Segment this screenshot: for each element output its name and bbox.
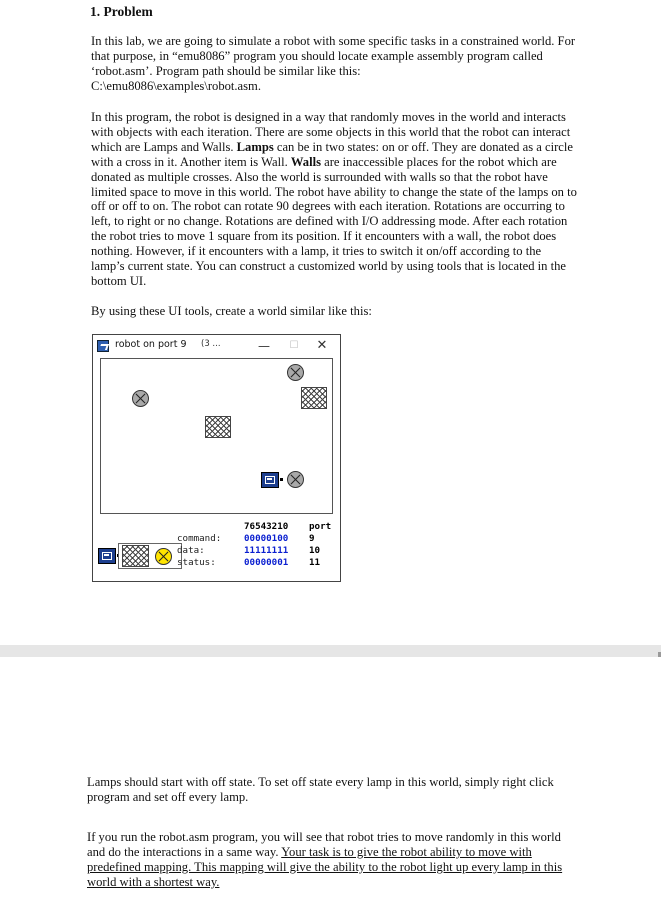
data-port-number: 10 [309,545,321,556]
description-text-c: are inaccessible places for the robot which are donated as multiple crosses. Also the world is surrounded with walls so that the robot have limited space to move in this world. The robot have ability to change the state of the lamps on to off or off to on. The robot can rotate 90 degrees with each iteration. Rotations are occurring to left, to right or no change. Rotations are defined with I/O addressing mode. After each rotation the robot tries to move 1 square from its position. If it encounters with a wall, the robot does nothing. However, if it encounters with a lamp, it tries to switch it on/off according to the lamp’s current state. You can construct a customized world by using tools that is located in the bottom UI. [91,154,577,288]
wall-icon[interactable] [301,387,327,409]
page-break [0,645,661,657]
description-text-a: In this program, the robot is designed in a way that randomly moves in the world and interacts with objects with each iteration. There are some objects in this world that the robot can interact which are Lamps and Walls. [91,110,571,154]
robot-eye-icon [280,478,283,481]
close-button[interactable]: ✕ [316,338,328,353]
task-underlined-text: Your task is to give the robot ability to move with predefined mapping. This mapping will give the ability to the robot light up every lamp in this world with a shortest way. [87,844,563,889]
window-title: robot on port 9 [115,339,187,350]
command-label: command: [177,533,222,544]
robot-icon[interactable] [261,472,279,488]
walls-term: Walls [290,154,321,169]
task-paragraph [87,830,577,890]
status-port-number: 11 [309,557,321,568]
window-subtitle: (3 ... [201,339,221,349]
world-tools [98,543,186,569]
tool-palette [118,543,182,569]
intro-text: In this lab, we are going to simulate a robot with some specific tasks in a constrained world. For that purpose, in “emu8086” program you should locate example assembly program called ‘robot.asm’. Program path should be similar like this: [91,34,576,78]
description-paragraph [91,110,577,289]
instruction-paragraph: By using these UI tools, create a world similar like this: [91,304,372,318]
lamp-on-tool-icon[interactable] [155,548,172,565]
status-bits: 00000001 [244,557,289,568]
window-titlebar[interactable] [93,335,340,357]
robot-app-icon [97,340,109,352]
robot-world-grid[interactable] [100,358,333,514]
description-text-b: can be in two states: on or off. They are donated as a circle with a cross in it. Another item is Wall. [91,139,573,169]
lamps-paragraph: Lamps should start with off state. To set off state every lamp in this world, simply right click program and set off every lamp. [87,775,554,804]
section-heading: 1. Problem [90,4,153,19]
data-bits: 11111111 [244,545,289,556]
port-column-header: port [309,521,332,532]
lamp-icon[interactable] [287,471,304,488]
lamp-icon[interactable] [287,364,304,381]
data-label: data: [177,545,205,556]
intro-paragraph [91,34,577,94]
wall-tool-icon[interactable] [122,545,149,567]
robot-tool-icon[interactable] [98,548,116,564]
program-path: C:\emu8086\examples\robot.asm. [91,78,261,93]
minimize-button[interactable]: — [258,339,270,353]
status-label: status: [177,557,216,568]
wall-icon[interactable] [205,416,231,438]
lamp-icon[interactable] [132,390,149,407]
maximize-button[interactable]: ☐ [289,340,299,351]
lamps-term: Lamps [236,139,274,154]
command-port-number: 9 [309,533,315,544]
robot-window [92,334,341,582]
task-text: If you run the robot.asm program, you will see that robot tries to move randomly in this world and do the interactions in a same way. [87,830,561,859]
command-bits: 00000100 [244,533,289,544]
bit-index-header: 76543210 [244,521,289,532]
